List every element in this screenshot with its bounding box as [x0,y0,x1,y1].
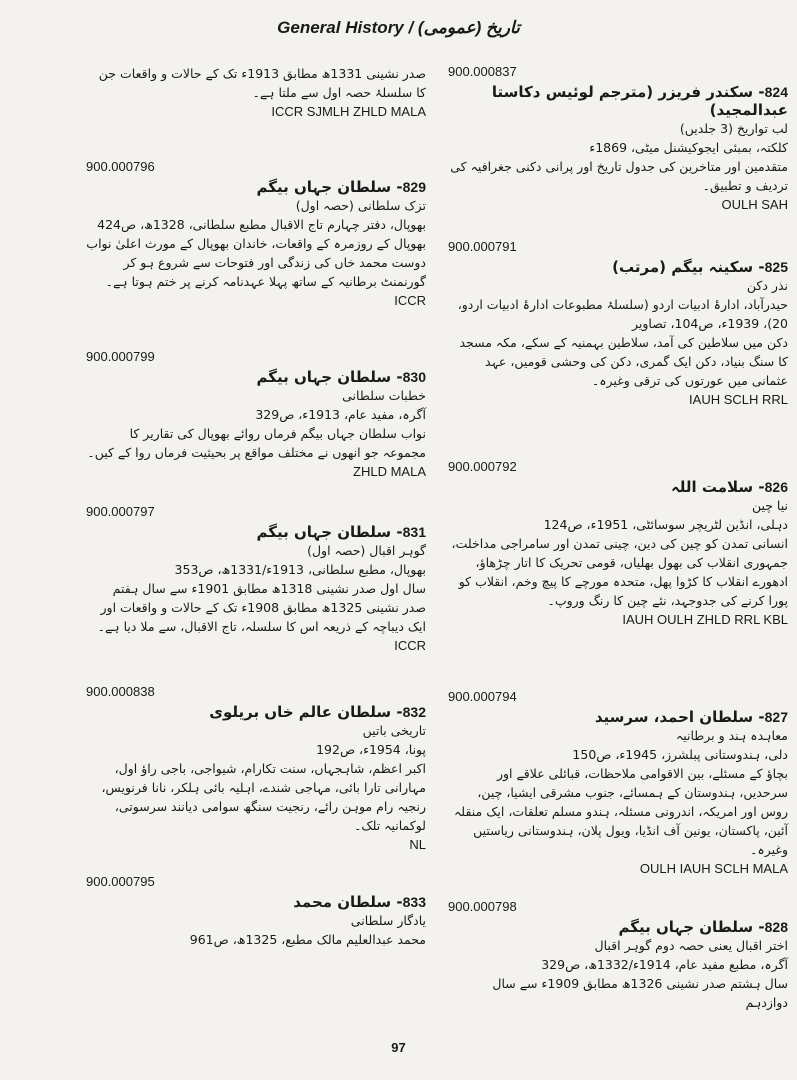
entry-833 [86,874,426,974]
entry-line: سال ہشتم صدر نشینی 1326ھ مطابق 1909ء سے سال دوازدہم [492,976,788,1010]
entry-author: سلطان جہاں بیگم [256,178,392,196]
entry-number: 827 [764,709,788,725]
entry-line: تاریخی باتیں [362,723,426,738]
entry-author: سلطان جہاں بیگم [256,523,392,541]
entry-line: دہلی، انڈین لٹریچر سوسائٹی، 1951ء، ص124 [543,517,788,532]
entry-number: 826 [764,479,788,495]
entry-tags: IAUH SCLH RRL [689,392,788,407]
entry-title: 825- سکینہ بیگم (مرتب) [612,258,788,276]
entry-number: 825 [764,259,788,275]
entry-number: 828 [764,919,788,935]
entry-code: 900.000797 [86,504,155,519]
entry-line: انسانی تمدن کو چین کی دین، چینی تمدن اور سامراجی مداخلت، جمہوری انقلاب کی بھول بھلیاں، قومی تحریک کا اتار چڑھاؤ، ادھورے انقلاب کا کڑوا پھل، متحدہ مورچے کا پیچ وخم، انقلاب کو پورا کرنے کی جدوجہد، نئے چین کا رنگ وروپ۔ [451,536,788,608]
entry-tags: ICCR [394,293,426,308]
entry-author: سلطان عالم خاں بریلوی [209,703,392,721]
entry-tags: OULH IAUH SCLH MALA [639,861,788,876]
entry-code: 900.000792 [448,459,517,474]
entry-code: 900.000838 [86,684,155,699]
entry-title: 830- سلطان جہاں بیگم [256,368,426,386]
entry-line: اکبر اعظم، شاہجہاں، سنت تکارام، شیواجی، باجی راؤ اول، مہارانی تارا بائی، مہاجی شندے، اہلیہ بائی ہلکر، نانا فرنویس، رنجیہ رام موہن رائے، رنجیت سنگھ سوامی دیانند سرسوتی، لوکمانیہ تلک۔ [101,761,426,833]
entry-line: صدر نشینی 1331ھ مطابق 1913ء تک کے حالات و واقعات جن کا سلسلۂ حصہ اول سے ملتا ہے۔ [98,66,426,100]
entry-line: دکن میں سلاطین کی آمد، سلاطین بہمنیہ کے سکے، مکہ مسجد کا سنگ بنیاد، دکن ایک گمری، دکن کی وحشی قومیں، عہد عثمانی میں عورتوں کی ترقی وغیرہ۔ [459,335,788,388]
entry-title: 829- سلطان جہاں بیگم [256,178,426,196]
entry-line: خطبات سلطانی [342,388,426,403]
entry-code: 900.000794 [448,689,517,704]
entry-number: 831 [402,524,426,540]
entry-title: 832- سلطان عالم خاں بریلوی [209,703,426,721]
entry-832 [86,684,426,874]
entry-line: لب تواریخ (3 جلدیں) [679,121,788,136]
entry-829 [86,159,426,349]
page-header: General History / (عمومی) تاریخ [277,18,520,37]
entry-825 [448,239,788,459]
entry-line: یادگار سلطانی [350,913,426,928]
entry-line: حیدرآباد، ادارۂ ادبیات اردو (سلسلۂ مطبوعات ادارۂ ادبیات اردو، 20)، 1939ء، ص104، تصاویر [457,297,788,331]
entry-author: سلطان محمد [293,893,392,911]
entry-line: نواب سلطان جہاں بیگم فرماں روائے بھوپال کی تقاریر کا مجموعہ جو انھوں نے مختلف مواقع پر بحیثیت فرماں روا کے کیں۔ [87,426,426,460]
entry-line: سال اول صدر نشینی 1318ھ مطابق 1901ء سے سال ہفتم صدر نشینی 1325ھ مطابق 1908ء تک کے حالات و واقعات اور ایک دیباچہ کے ذریعہ اس کا سلسلہ، تاج الاقبال، سے ملا دیا ہے۔ [97,581,426,634]
entry-tags: ICCR [394,638,426,653]
entry-line: بچاؤ کے مسئلے، بین الاقوامی ملاحظات، قبائلی علاقے اور سرحدیں، ہندوستان کے ہمسائے، جنوب مشرقی ایشیا، چین، روس اور امریکہ، اندرونی مسئلہ، ہندو مسلم تعلقات، ایک منقلہ آئین، پاکستان، یونین آف انڈیا، ویول پلان، ہندوستانی ریاستیں وغیرہ۔ [453,766,788,857]
entry-tags: NL [409,837,426,852]
entry-title: 826- سلامت اللہ [670,478,788,496]
entry-number: 830 [402,369,426,385]
entry-number: 832 [402,704,426,720]
entry-code: 900.000798 [448,899,517,914]
entry-title: 828- سلطان جہاں بیگم [618,918,788,936]
entry-tags: OULH SAH [721,197,788,212]
entry-824 [448,64,788,239]
entry-line: آگرہ، مطبع مفید عام، 1914ء/1332ھ، ص329 [541,957,788,972]
entry-line: گوہر اقبال (حصہ اول) [307,543,426,558]
entry-line: دلی، ہندوستانی پبلشرز، 1945ء، ص150 [572,747,788,762]
entry-line: نذر دکن [746,278,788,293]
left-column [86,64,426,974]
entry-831 [86,504,426,684]
entry-828 [448,899,788,1019]
entry-author: سلطان احمد، سرسید [594,708,754,726]
entry-author: سکندر فریزر (مترجم لوئیس دکاستا عبدالمجید) [491,83,788,119]
entry-line: پونا، 1954ء، ص192 [316,742,426,757]
entry-line: متقدمین اور متاخرین کی جدول تاریخ اور پرانی دکنی جغرافیہ کی تردیف و تطبیق۔ [450,159,788,193]
entry-line: بھوپال، مطبع سلطانی، 1913ء/1331ھ، ص353 [174,562,426,577]
page-number: 97 [391,1040,406,1055]
entry-line: بھوپال کے روزمرہ کے واقعات، خاندان بھوپال کے مورث اعلیٰ نواب دوست محمد خاں کی زندگی اور فتوحات سے شروع ہو کر گورنمنٹ برطانیہ کے ساتھ پہلا عہدنامہ کرنے پر ختم ہوتا ہے۔ [86,236,426,289]
entry-title: 824- سکندر فریزر (مترجم لوئیس دکاستا عبدالمجید) [491,83,788,119]
entry-826 [448,459,788,689]
entry-code: 900.000795 [86,874,155,889]
entry-number: 833 [402,894,426,910]
entry-line: بھوپال، دفتر چہارم تاج الاقبال مطبع سلطانی، 1328ھ، ص424 [97,217,426,232]
entry-code: 900.000791 [448,239,517,254]
entry-author: سکینہ بیگم (مرتب) [612,258,754,276]
entry-code: 900.000837 [448,64,517,79]
entry-title: 833- سلطان محمد [293,893,426,911]
entry-line: کلکتہ، بمبئی ایجوکیشنل میٹی، 1869ء [589,140,788,155]
entry-code: 900.000799 [86,349,155,364]
entry-author: سلطان جہاں بیگم [618,918,754,936]
entry-tags: ICCR SJMLH ZHLD MALA [271,104,426,119]
entry-title: 827- سلطان احمد، سرسید [594,708,788,726]
right-column [448,64,788,1019]
entry-line: تزک سلطانی (حصہ اول) [295,198,426,213]
entry-continuation [86,64,426,159]
entry-tags: ZHLD MALA [353,464,426,479]
entry-tags: IAUH OULH ZHLD RRL KBL [622,612,788,627]
entry-author: سلطان جہاں بیگم [256,368,392,386]
entry-line: اختر اقبال یعنی حصہ دوم گوہر اقبال [594,938,788,953]
entry-830 [86,349,426,504]
entry-number: 829 [402,179,426,195]
entry-line: معاہدہ ہند و برطانیہ [675,728,788,743]
entry-line: محمد عبدالعلیم مالک مطبع، 1325ھ، ص961 [189,932,426,947]
entry-827 [448,689,788,899]
entry-title: 831- سلطان جہاں بیگم [256,523,426,541]
entry-code: 900.000796 [86,159,155,174]
entry-line: آگرہ، مفید عام، 1913ء، ص329 [255,407,426,422]
entry-line: نیا چین [751,498,788,513]
entry-author: سلامت اللہ [670,478,754,496]
entry-number: 824 [764,84,788,100]
